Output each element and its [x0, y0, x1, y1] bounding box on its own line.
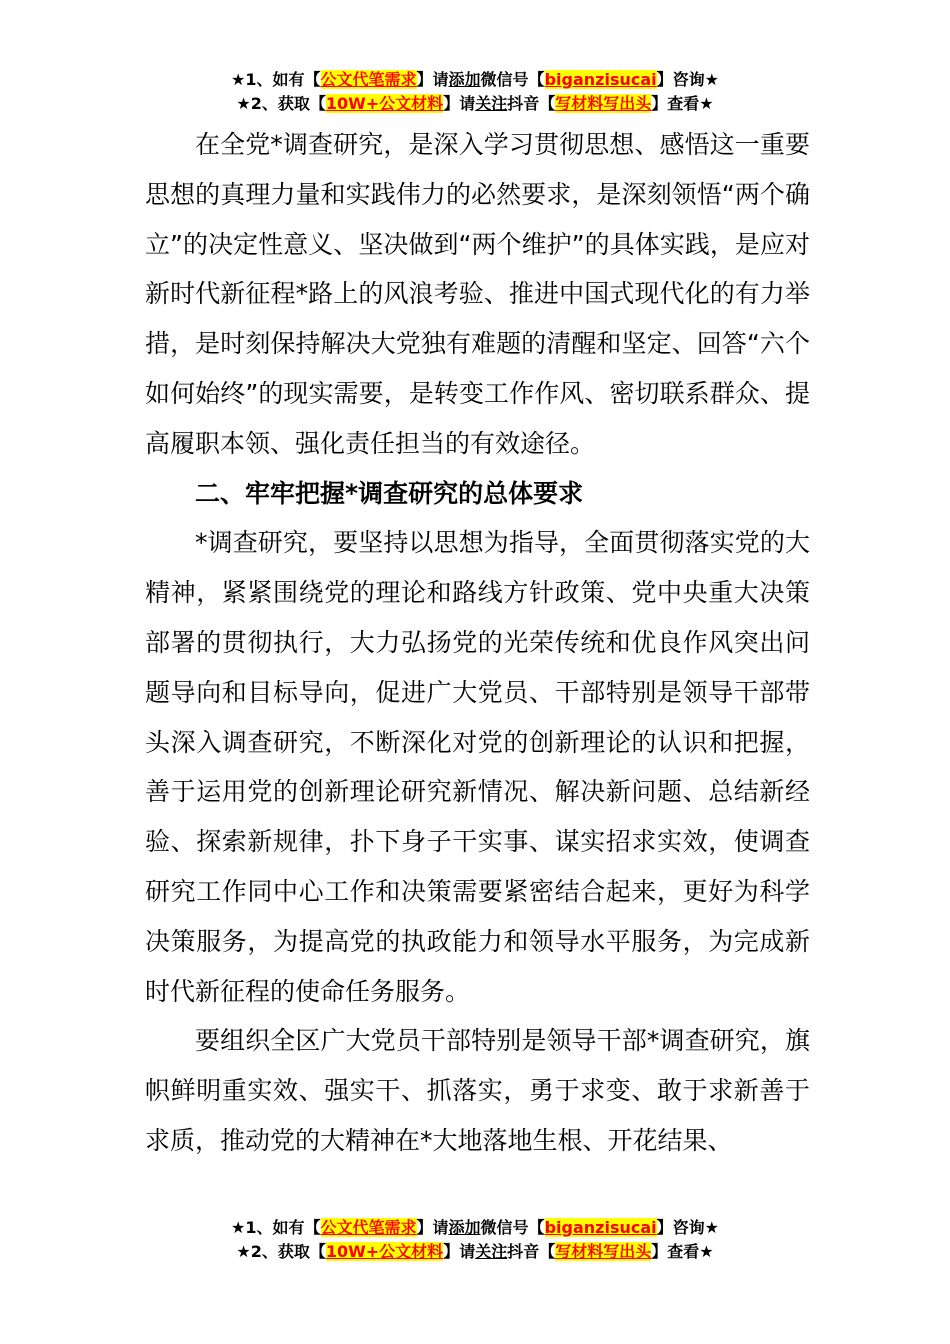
paragraph: *调查研究，要坚持以思想为指导，全面贯彻落实党的大精神，紧紧围绕党的理论和路线方针政策、党中央重大决策部署的贯彻执行，大力弘扬党的光荣传统和优良作风突出问题导向和目标导向，促进广大党员、干部特别是领导干部带头深入调查研究，不断深化对党的创新理论的认识和把握，善于运用党的创新理论研究新情况、解决新问题、总结新经验、探索新规律，扑下身子干实事、谋实招求实效，使调查研究工作同中心工作和决策需要紧密结合起来，更好为科学决策服务，为提高党的执政能力和领导水平服务，为完成新时代新征程的使命任务服务。: [145, 528, 810, 1006]
banner-emphasis: 关注: [475, 1242, 508, 1261]
paragraph: 在全党*调查研究，是深入学习贯彻思想、感悟这一重要思想的真理力量和实践伟力的必然要求，是深刻领悟“两个确立”的决定性意义、坚决做到“两个维护”的具体实践，是应对新时代新征程*路上的风浪考验、推进中国式现代化的有力举措，是时刻保持解决大党独有难题的清醒和坚定、回答“六个如何始终”的现实需要，是转变工作作风、密切联系群众、提高履职本领、强化责任担当的有效途径。: [145, 130, 810, 458]
banner-text: ★2、获取【: [236, 94, 326, 113]
banner-text: 】请: [416, 1218, 449, 1237]
document-body: [145, 120, 810, 1166]
banner-line-2: [0, 1240, 950, 1264]
banner-text: 】咨询★: [656, 1218, 719, 1237]
highlight-wechat-id: biganzisucai: [544, 70, 657, 89]
top-banner: [0, 68, 950, 116]
banner-text: 微信号【: [480, 70, 545, 89]
highlight-materials: 10W+公文材料: [325, 1242, 444, 1261]
banner-line-1: [0, 68, 950, 92]
banner-text: ★1、如有【: [231, 70, 321, 89]
banner-text: 】请: [443, 94, 476, 113]
banner-text: 】咨询★: [656, 70, 719, 89]
highlight-wechat-id: biganzisucai: [544, 1218, 657, 1237]
highlight-service: 公文代笔需求: [320, 1218, 417, 1237]
banner-line-1: [0, 1216, 950, 1240]
highlight-douyin-id: 写材料写出头: [555, 94, 652, 113]
section-heading: 二、牢牢把握*调查研究的总体要求: [195, 478, 584, 508]
banner-text: 微信号【: [480, 1218, 545, 1237]
banner-text: 抖音【: [507, 1242, 556, 1261]
highlight-service: 公文代笔需求: [320, 70, 417, 89]
banner-text: 】请: [443, 1242, 476, 1261]
paragraph: 要组织全区广大党员干部特别是领导干部*调查研究，旗帜鲜明重实效、强实干、抓落实，勇于求变、敢于求新善于求质，推动党的大精神在*大地落地生根、开花结果、: [145, 1026, 810, 1155]
bottom-banner: [0, 1216, 950, 1264]
banner-text: 抖音【: [507, 94, 556, 113]
banner-text: 】请: [416, 70, 449, 89]
banner-emphasis: 添加: [448, 70, 481, 89]
banner-text: 】查看★: [651, 94, 714, 113]
highlight-douyin-id: 写材料写出头: [555, 1242, 652, 1261]
banner-text: ★2、获取【: [236, 1242, 326, 1261]
banner-emphasis: 添加: [448, 1218, 481, 1237]
banner-emphasis: 关注: [475, 94, 508, 113]
banner-line-2: [0, 92, 950, 116]
banner-text: 】查看★: [651, 1242, 714, 1261]
banner-text: ★1、如有【: [231, 1218, 321, 1237]
highlight-materials: 10W+公文材料: [325, 94, 444, 113]
